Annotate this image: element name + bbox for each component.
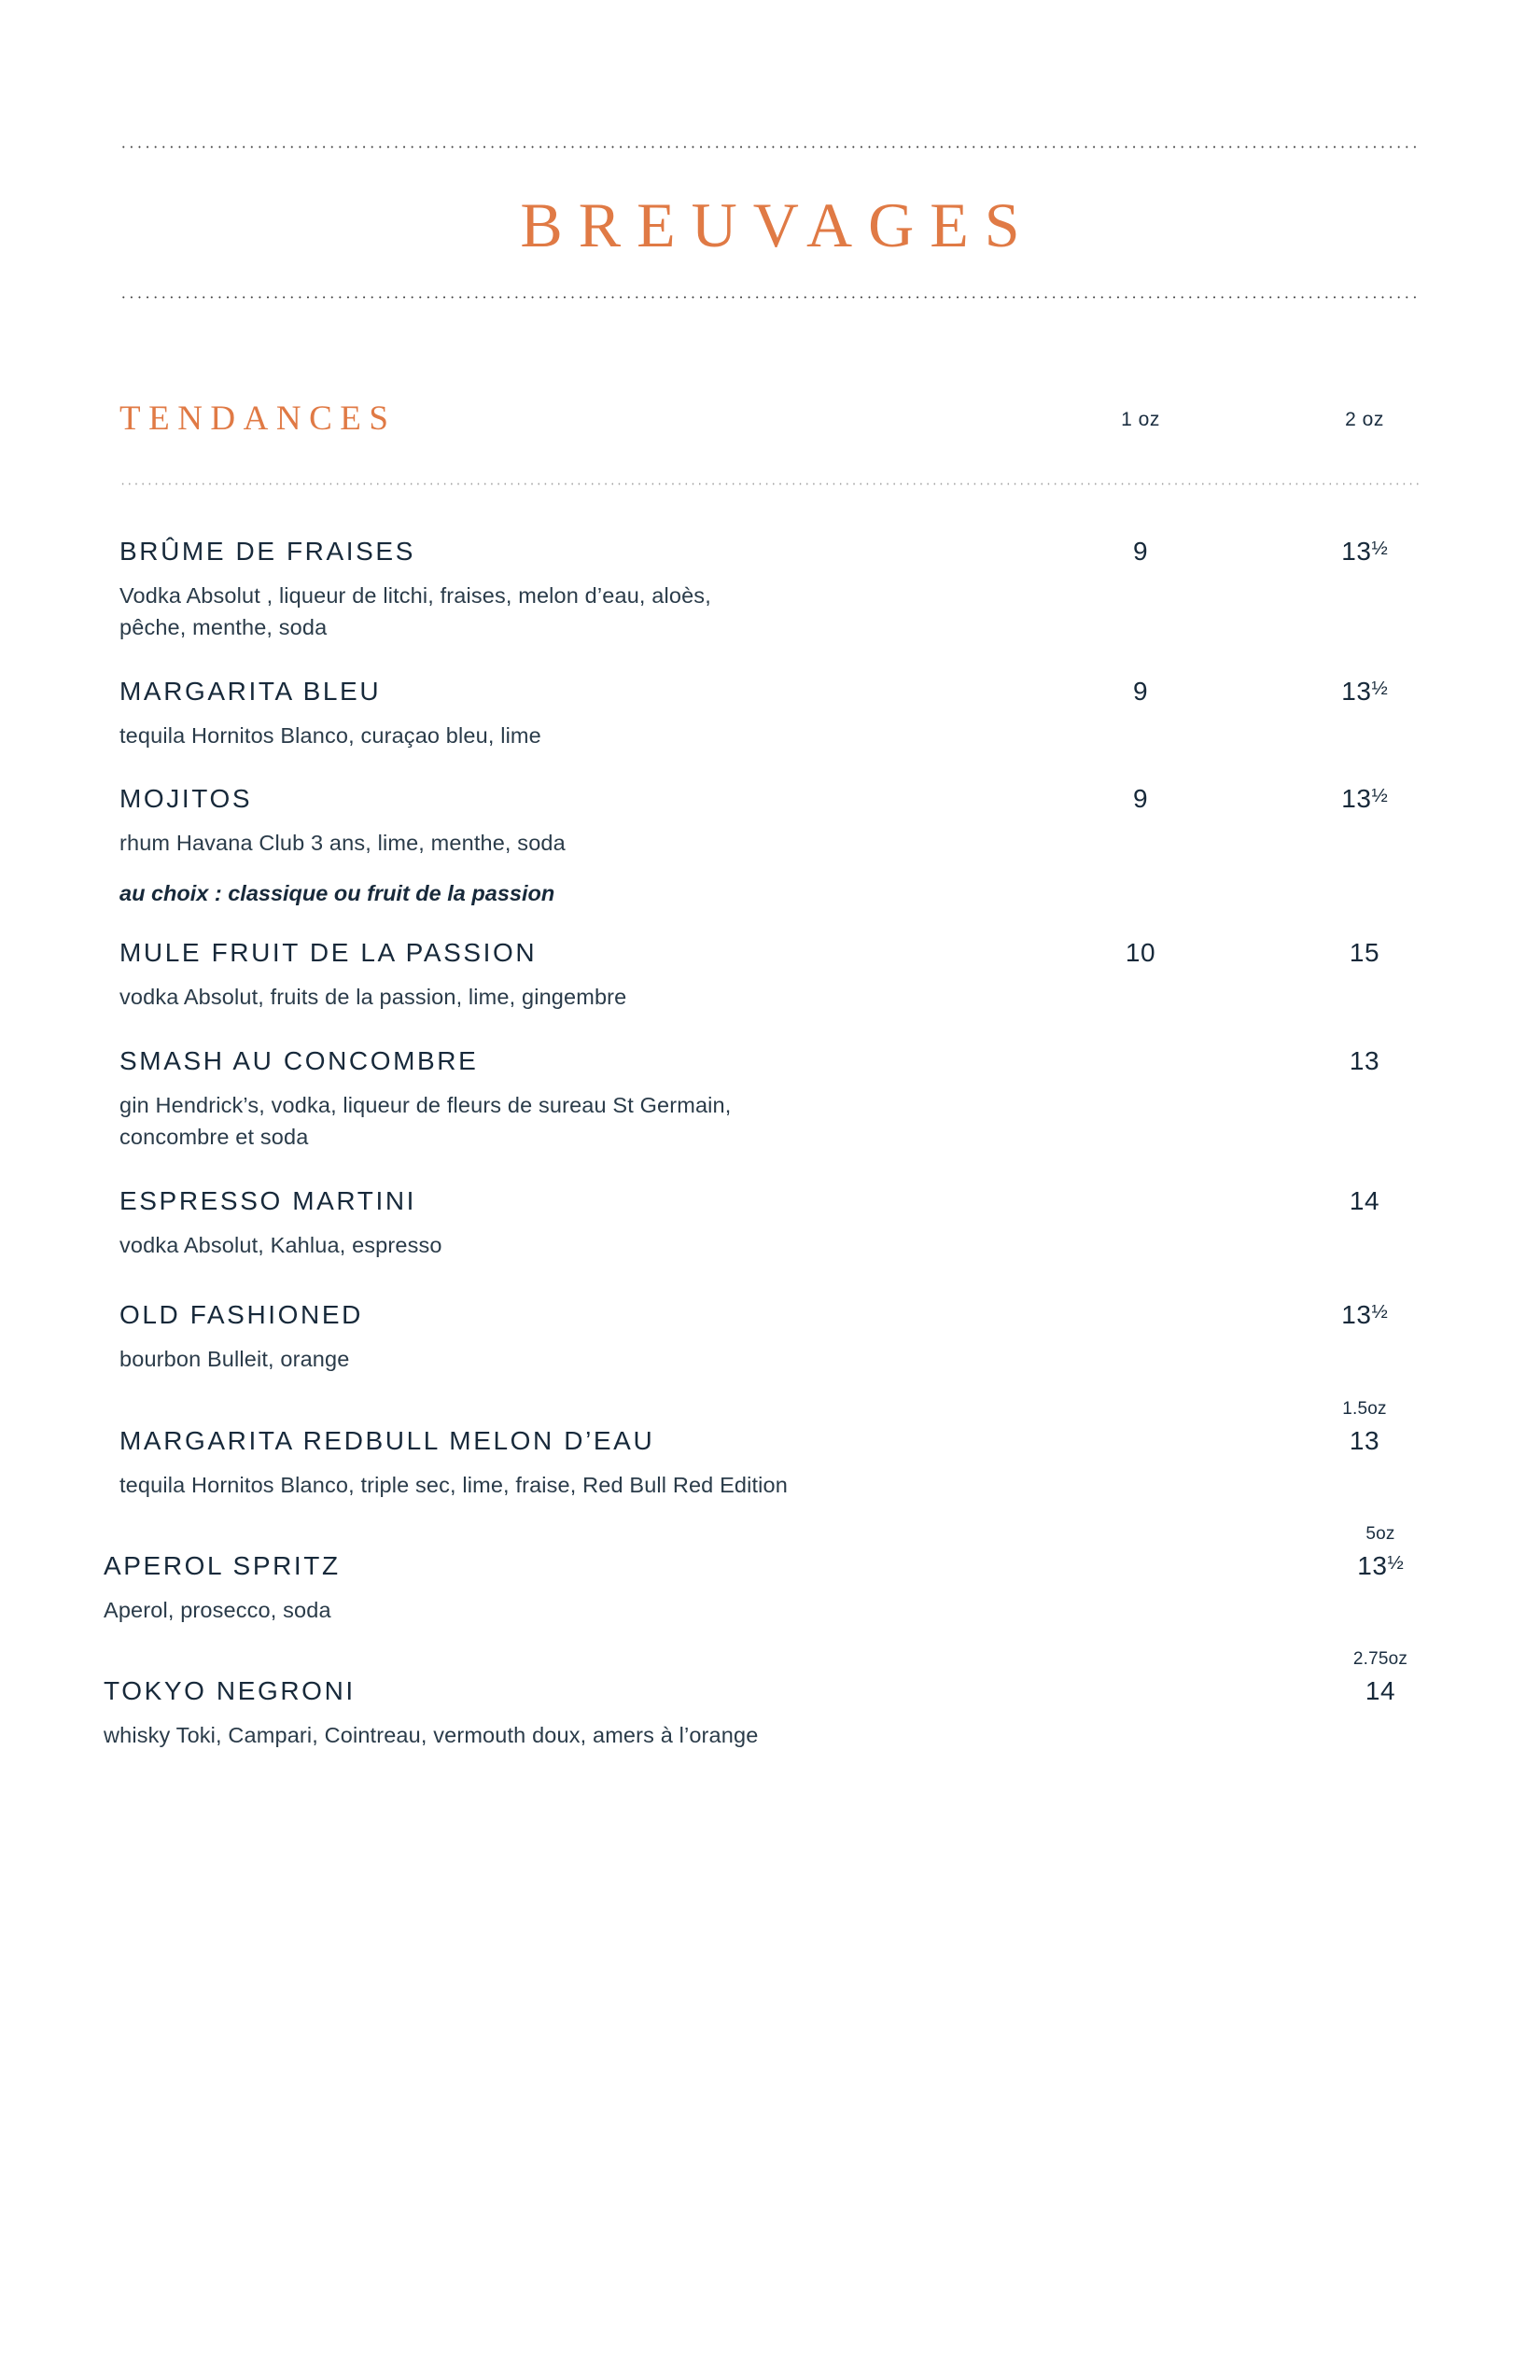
item-description: vodka Absolut, fruits de la passion, lime, gingembre: [119, 985, 627, 1010]
item-price-1oz: 10: [1125, 938, 1156, 968]
item-price-2oz: 15: [1349, 938, 1380, 968]
menu-items-list: [104, 537, 1421, 1752]
item-name: ESPRESSO MARTINI: [119, 1185, 417, 1215]
item-name: TOKYO NEGRONI: [104, 1676, 356, 1705]
item-description: [119, 1090, 1109, 1154]
section-title: TENDANCES: [119, 399, 397, 438]
item-name: SMASH AU CONCOMBRE: [119, 1046, 479, 1076]
item-price-2oz: $13^{\frac{1}{2}}$: [1341, 1299, 1388, 1329]
item-description-line: gin Hendrick’s, vodka, liqueur de fleurs de sureau St Germain,: [119, 1093, 732, 1118]
item-name: MULE FRUIT DE LA PASSION: [119, 938, 538, 968]
item-description-line: pêche, menthe, soda: [119, 614, 328, 639]
item-price-2oz: 14: [1349, 1185, 1380, 1215]
menu-item: [119, 678, 1421, 752]
item-name: MARGARITA BLEU: [119, 676, 382, 706]
item-note: au choix : classique ou fruit de la passion: [119, 881, 555, 906]
item-price-1oz: 9: [1132, 784, 1149, 814]
item-description: [119, 581, 1109, 644]
item-price-2oz: $13^{\frac{1}{2}}$: [1357, 1551, 1404, 1581]
menu-item: [119, 785, 1421, 909]
menu-item: [104, 1524, 1421, 1627]
title-block: [119, 0, 1421, 299]
item-description: bourbon Bulleit, orange: [119, 1346, 350, 1371]
item-price-2oz: $13^{\frac{1}{2}}$: [1341, 537, 1388, 566]
menu-item: [104, 1649, 1421, 1752]
item-price-2oz: 13: [1349, 1426, 1380, 1456]
item-price-2oz: $13^{\frac{1}{2}}$: [1341, 784, 1388, 814]
divider-under-section: [119, 483, 1421, 485]
menu-item: [119, 939, 1421, 1014]
item-price-2oz: $13^{\frac{1}{2}}$: [1341, 676, 1388, 706]
item-unit-label: 1.5oz: [1342, 1399, 1387, 1420]
item-description: Aperol, prosecco, soda: [104, 1598, 331, 1623]
item-unit-label: 2.75oz: [1352, 1649, 1408, 1669]
item-price-1oz: 9: [1132, 537, 1149, 566]
item-description: tequila Hornitos Blanco, curaçao bleu, lime: [119, 722, 541, 748]
price-column-headers: [1029, 409, 1421, 437]
item-name: MOJITOS: [119, 784, 253, 814]
item-description: rhum Havana Club 3 ans, lime, menthe, soda: [119, 831, 566, 856]
item-price-2oz: 14: [1365, 1676, 1396, 1705]
item-name: MARGARITA REDBULL MELON D’EAU: [119, 1426, 655, 1456]
menu-item: [119, 1187, 1421, 1262]
item-description: whisky Toki, Campari, Cointreau, vermouth doux, amers à l’orange: [104, 1723, 759, 1747]
item-price-2oz: 13: [1349, 1046, 1380, 1076]
column-header-2oz: 2 oz: [1345, 409, 1384, 430]
column-header-1oz: 1 oz: [1121, 409, 1160, 430]
item-name: OLD FASHIONED: [119, 1299, 363, 1329]
item-name: APEROL SPRITZ: [104, 1551, 341, 1581]
page-title: BREUVAGES: [520, 189, 1036, 260]
menu-item: [119, 1301, 1421, 1376]
item-description-line: Vodka Absolut , liqueur de litchi, fraises, melon d’eau, aloès,: [119, 583, 711, 608]
menu-item: [119, 1047, 1421, 1154]
item-price-1oz: 9: [1132, 676, 1149, 706]
item-description-line: concombre et soda: [119, 1124, 309, 1149]
item-unit-label: 5oz: [1365, 1524, 1395, 1545]
section-header: [119, 390, 1421, 457]
item-description: tequila Hornitos Blanco, triple sec, lime, fraise, Red Bull Red Edition: [119, 1473, 788, 1498]
item-name: BRÛME DE FRAISES: [119, 537, 415, 566]
menu-item: [119, 538, 1421, 644]
menu-item: [119, 1399, 1421, 1502]
item-description: vodka Absolut, Kahlua, espresso: [119, 1232, 442, 1257]
divider-under-title: [119, 296, 1421, 299]
